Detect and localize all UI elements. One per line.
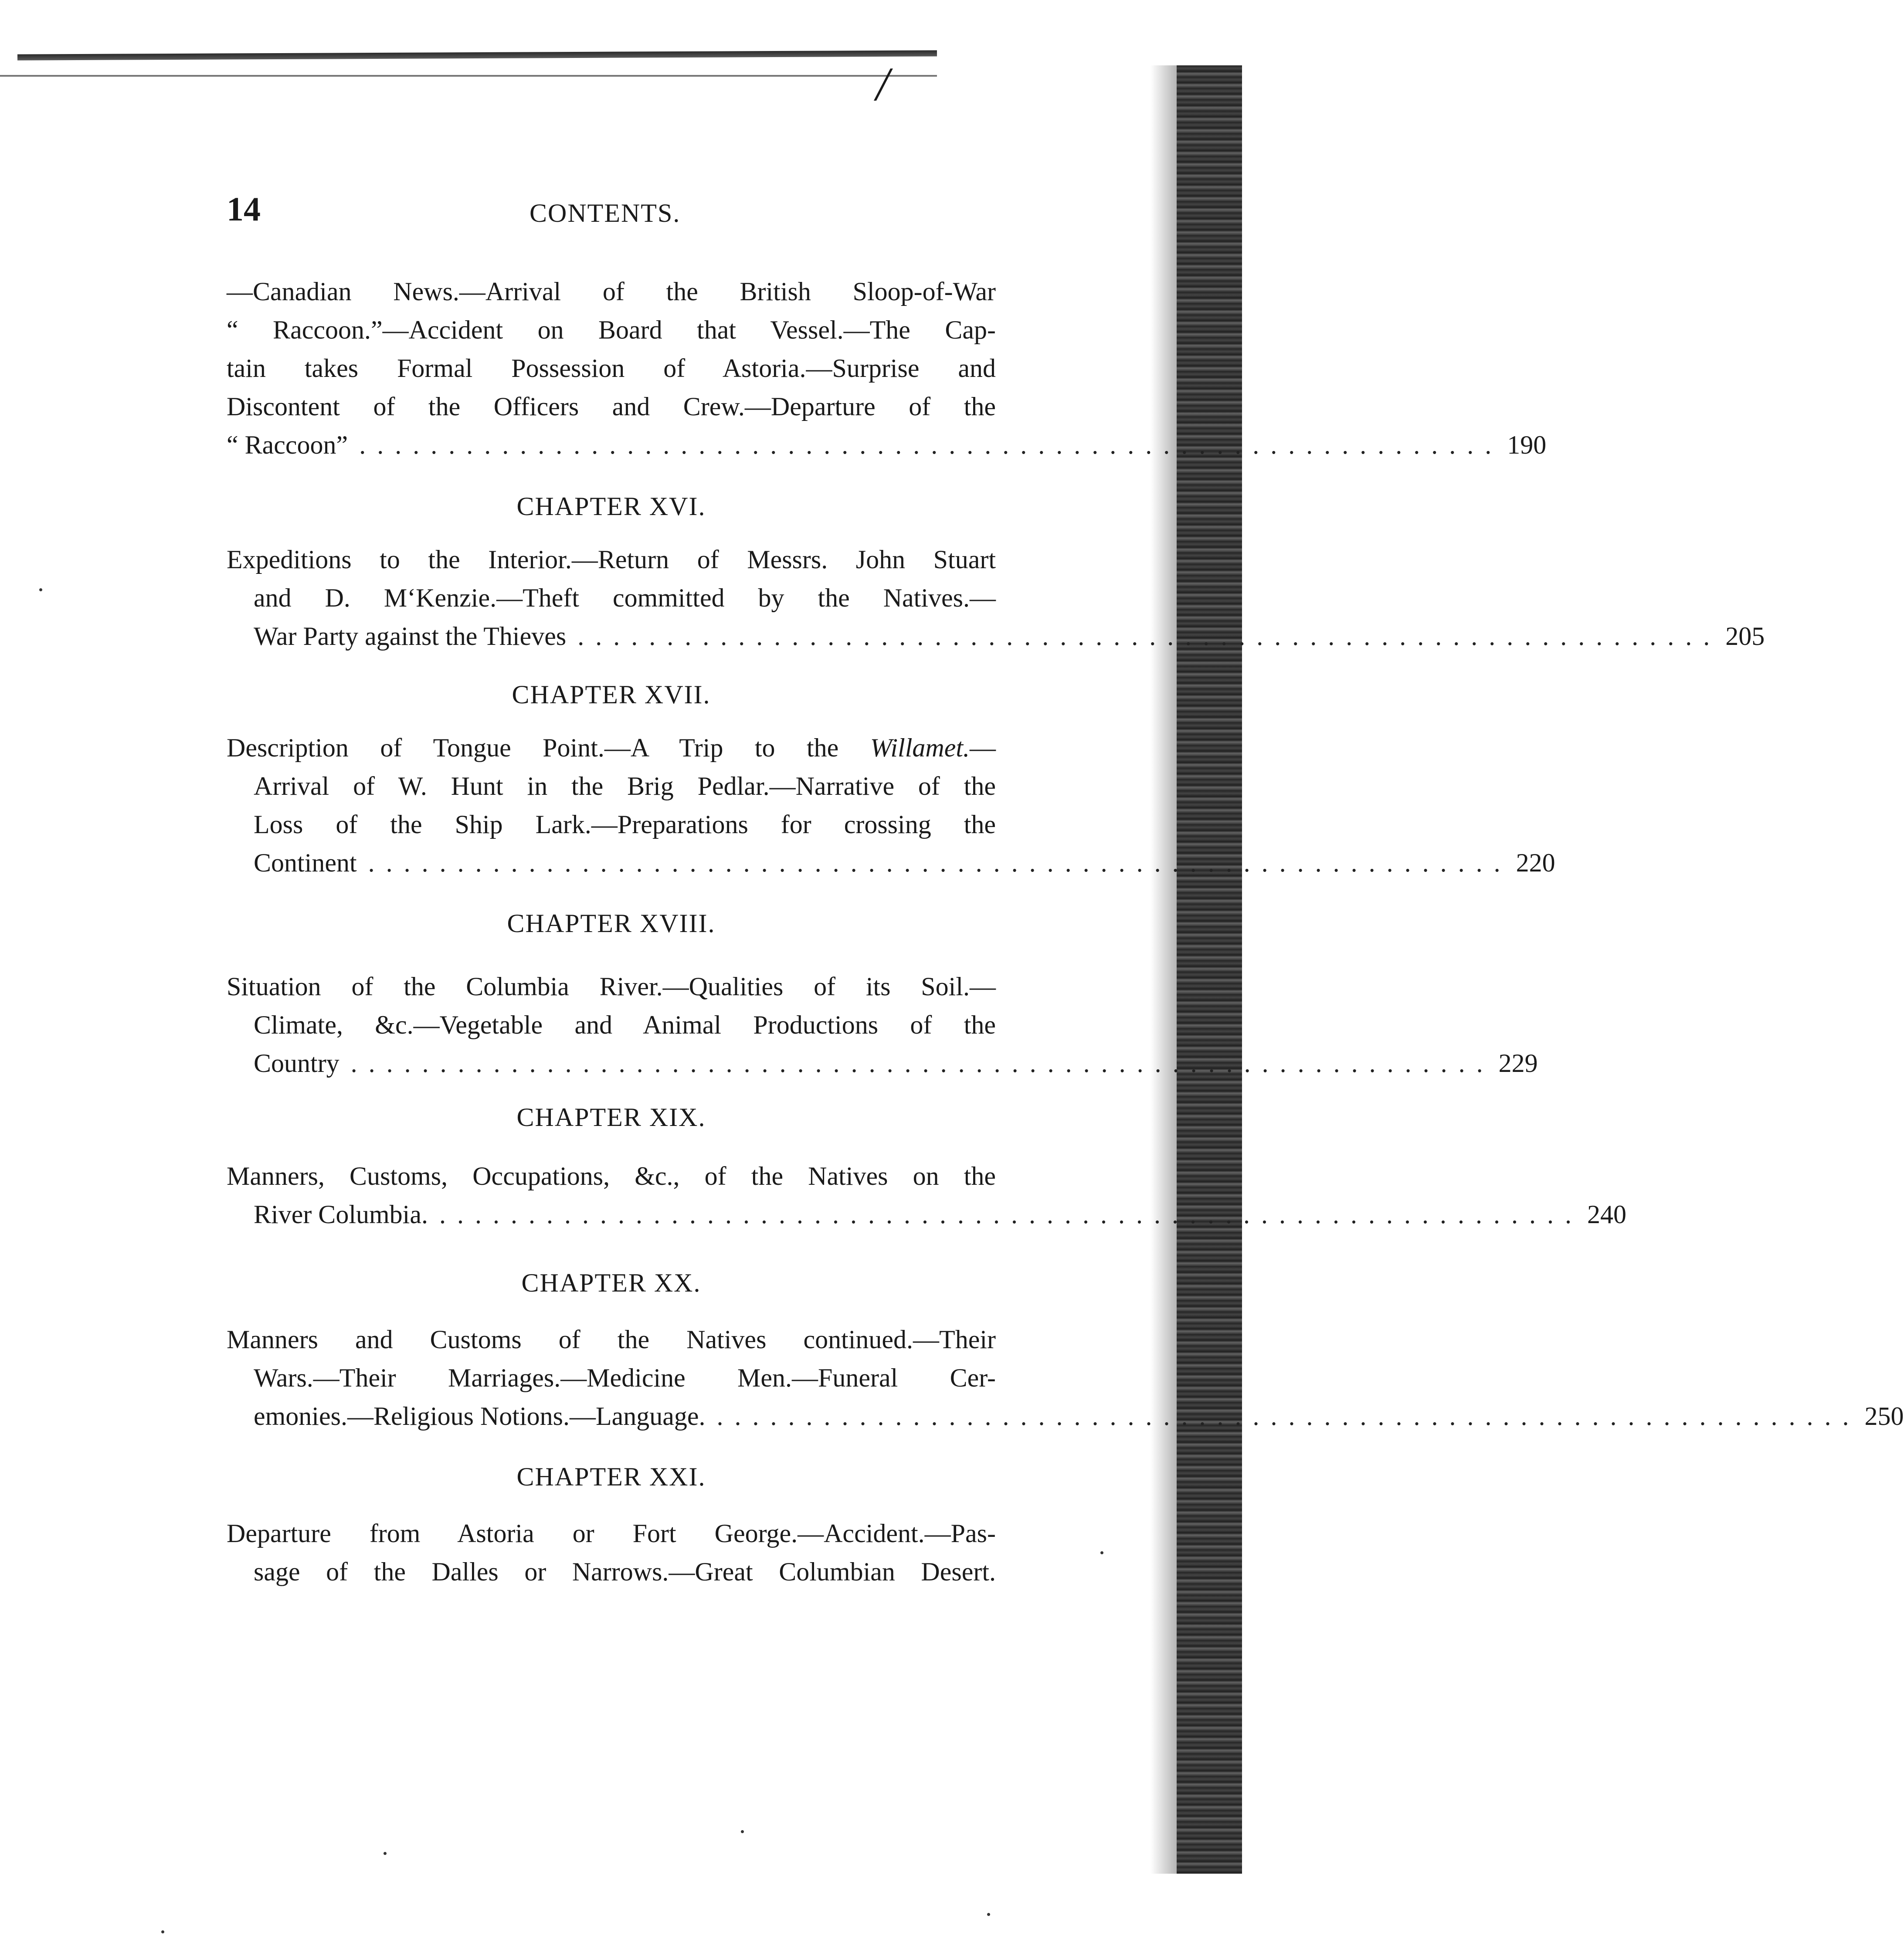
entry-page-number: 205 bbox=[1725, 622, 1765, 651]
entry-last-text: War Party against the Thieves bbox=[254, 622, 567, 651]
chapter-heading-xvii: CHAPTER XVII. bbox=[512, 680, 711, 709]
entry-last-text: River Columbia. bbox=[254, 1200, 428, 1229]
entry-last-line bbox=[227, 844, 1555, 882]
contents-entry-ch19 bbox=[227, 1157, 1626, 1234]
scan-speck bbox=[384, 1852, 387, 1855]
chapter-heading-xx: CHAPTER XX. bbox=[521, 1268, 701, 1297]
chapter-heading-xvi: CHAPTER XVI. bbox=[516, 492, 706, 521]
entry-last-line bbox=[227, 426, 1547, 464]
contents-entry-ch16 bbox=[227, 540, 1765, 655]
entry-last-text: Continent bbox=[254, 848, 357, 877]
contents-entry-ch15-cont bbox=[227, 272, 1547, 464]
entry-last-line bbox=[227, 1397, 1904, 1435]
entry-line: Situation of the Columbia River.—Qualities of its Soil.— bbox=[227, 972, 996, 1001]
entry-line: Wars.—Their Marriages.—Medicine Men.—Funeral Cer- bbox=[254, 1363, 996, 1392]
chapter-heading-xviii: CHAPTER XVIII. bbox=[507, 909, 716, 938]
entry-last-text: “ Raccoon” bbox=[227, 431, 348, 459]
contents-entry-ch17 bbox=[227, 729, 1555, 882]
page-edge-binding bbox=[1177, 65, 1242, 1874]
entry-line: —Canadian News.—Arrival of the British Sloop-of-War bbox=[227, 277, 996, 306]
scan-speck bbox=[987, 1913, 990, 1916]
entry-line: sage of the Dalles or Narrows.—Great Columbian Desert. bbox=[254, 1557, 996, 1586]
entry-line: Arrival of W. Hunt in the Brig Pedlar.—Narrative of the bbox=[254, 772, 996, 800]
entry-line: Discontent of the Officers and Crew.—Departure of the bbox=[227, 392, 996, 421]
entry-line: Expeditions to the Interior.—Return of Messrs. John Stuart bbox=[227, 545, 996, 574]
scan-speck bbox=[741, 1830, 744, 1833]
entry-line: Manners and Customs of the Natives continued.—Their bbox=[227, 1325, 996, 1354]
dot-leader: ................................................................ bbox=[577, 622, 1721, 651]
scan-speck bbox=[39, 588, 42, 591]
dot-leader: ................................................................ bbox=[716, 1402, 1860, 1431]
entry-last-text: Country bbox=[254, 1049, 339, 1078]
entry-last-line bbox=[227, 1195, 1626, 1234]
entry-page-number: 229 bbox=[1498, 1049, 1538, 1078]
entry-page-number: 190 bbox=[1507, 431, 1547, 459]
contents-entry-ch20 bbox=[227, 1320, 1904, 1435]
entry-line: Description of Tongue Point.—A Trip to the Willamet.— bbox=[227, 733, 996, 762]
page-number: 14 bbox=[227, 190, 261, 228]
dot-leader: ................................................................ bbox=[368, 848, 1512, 877]
entry-page-number: 250 bbox=[1864, 1402, 1904, 1431]
scan-speck bbox=[161, 1930, 164, 1933]
entry-last-line bbox=[227, 1044, 1538, 1082]
entry-line: Climate, &c.—Vegetable and Animal Productions of the bbox=[254, 1010, 996, 1039]
entry-line: tain takes Formal Possession of Astoria.—Surprise and bbox=[227, 354, 996, 383]
entry-last-line bbox=[227, 617, 1765, 655]
corner-mark: / bbox=[876, 58, 889, 111]
dot-leader: ................................................................ bbox=[350, 1049, 1494, 1078]
page-edge-shadow bbox=[1151, 65, 1177, 1874]
entry-line: Departure from Astoria or Fort George.—Accident.—Pas- bbox=[227, 1519, 996, 1548]
entry-line: and D. M‘Kenzie.—Theft committed by the Natives.— bbox=[254, 583, 996, 612]
chapter-heading-xxi: CHAPTER XXI. bbox=[516, 1462, 706, 1491]
entry-line: Loss of the Ship Lark.—Preparations for crossing the bbox=[254, 810, 996, 839]
running-head: CONTENTS. bbox=[529, 199, 681, 227]
dot-leader: ................................................................ bbox=[439, 1200, 1583, 1229]
dot-leader: ................................................................ bbox=[359, 431, 1503, 459]
contents-entry-ch21 bbox=[227, 1514, 996, 1591]
entry-line: Manners, Customs, Occupations, &c., of the Natives on the bbox=[227, 1162, 996, 1190]
top-rule-thin bbox=[0, 75, 937, 77]
scan-speck bbox=[1100, 1551, 1103, 1554]
top-rule bbox=[17, 50, 937, 60]
entry-line: “ Raccoon.”—Accident on Board that Vessel.—The Cap- bbox=[227, 315, 996, 344]
contents-entry-ch18 bbox=[227, 967, 1538, 1082]
chapter-heading-xix: CHAPTER XIX. bbox=[516, 1103, 706, 1132]
entry-last-text: emonies.—Religious Notions.—Language. bbox=[254, 1402, 706, 1431]
entry-page-number: 220 bbox=[1516, 848, 1555, 877]
entry-page-number: 240 bbox=[1587, 1200, 1626, 1229]
